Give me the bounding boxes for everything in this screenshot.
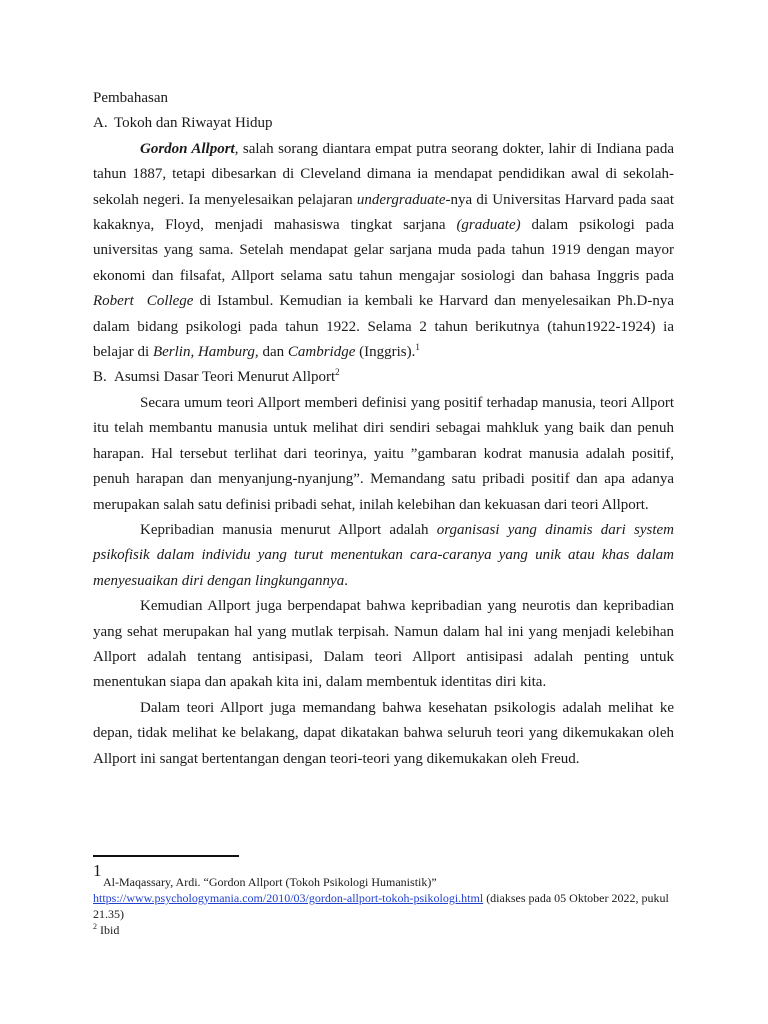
heading-a-title: Tokoh dan Riwayat Hidup	[114, 115, 273, 132]
footnote-ref-2[interactable]: 2	[335, 367, 340, 378]
text-run: (Inggris).	[355, 344, 416, 361]
heading-b-letter: B.	[93, 369, 107, 386]
heading-b-title: Asumsi Dasar Teori Menurut Allport	[114, 369, 336, 386]
document-body	[93, 86, 674, 772]
paragraph-anticipation: Kemudian Allport juga berpendapat bahwa kepribadian yang neurotis dan kepribadian yang sehat merupakan hal yang mutlak terpisah. Namun dalam hal ini yang menjadi kelebihan Allport adalah tentang antisipasi, Dalam teori Allport antisipasi adalah penting untuk menentukan siapa dan apakah kita ini, dalam membentuk identitas diri kita.	[93, 598, 674, 691]
text-run: , salah sorang diantara empat putra seorang dokter, lahir di Indiana pada tahun 1887, tetapi dibesarkan di Cleveland dimana ia mendapat pendidikan awal di sekolah-sekolah negeri. Ia menyelesaikan pelajaran	[93, 140, 674, 208]
footnote-ref-1[interactable]: 1	[415, 342, 420, 353]
footnote-1-source	[93, 890, 674, 922]
text-run: dalam psikologi pada universitas yang sama. Setelah mendapat gelar sarjana muda pada tahun 1919 dengan mayor ekonomi dan filsafat, Allport selama satu tahun mengajar sosiologi dan bahasa Inggris pada	[93, 217, 674, 284]
heading-b	[93, 365, 674, 390]
italic-run: Berlin, Hamburg,	[152, 344, 259, 361]
paragraph-personality-definition	[93, 518, 674, 594]
italic-run: (graduate)	[456, 217, 521, 234]
footnote-1-access: (diakses pada 05 Oktober 2022, pukul 21.35)	[93, 891, 669, 921]
footnote-2-number: 2	[93, 922, 97, 931]
heading-a-letter: A.	[93, 115, 108, 132]
italic-run: undergraduate	[356, 191, 446, 208]
text-run: Kepribadian manusia menurut Allport adalah	[140, 521, 437, 538]
paragraph-psychological-health: Dalam teori Allport juga memandang bahwa kesehatan psikologis adalah melihat ke depan, tidak melihat ke belakang, dapat dikatakan bahwa seluruh teori yang dikemukakan oleh Allport ini sangat bertentangan dengan teori-teori yang dikemukakan oleh Freud.	[93, 699, 674, 767]
person-name: Gordon Allport	[140, 140, 235, 157]
italic-run: Robert College	[93, 293, 194, 310]
italic-run: Cambridge	[287, 344, 356, 361]
heading-a	[93, 111, 674, 136]
footnote-separator	[93, 855, 239, 857]
footnote-1-author: Al-Maqassary, Ardi. “Gordon Allport (Tokoh Psikologi Humanistik)”	[103, 875, 437, 889]
section-title: Pembahasan	[93, 90, 168, 106]
text-run: -nya di Universitas Harvard pada saat kakaknya, Floyd, menjadi mahasiswa tingkat sarjana	[93, 191, 675, 234]
paragraph-positive-definition: Secara umum teori Allport memberi definisi yang positif terhadap manusia, teori Allport itu telah membantu manusia untuk melihat diri sendiri sebagai mahkluk yang baik dan penuh harapan. Hal tersebut terlihat dari teorinya, yaitu ”gambaran kodrat manusia adalah positif, penuh harapan dan menyanjung-nyanjung”. Memandang satu pribadi positif dan apa adanya merupakan salah satu definisi pribadi sehat, inilah kelebihan dan kekuasan dari teori Allport.	[93, 394, 674, 513]
footnotes	[93, 874, 674, 938]
footnote-2	[93, 922, 674, 938]
text-run: dan	[258, 344, 288, 361]
text-run: .	[344, 572, 348, 589]
italic-run: organisasi yang dinamis dari system psikofisik dalam individu yang turut menentukan cara-caranya yang unik atau khas dalam menyesuaikan diri dengan lingkungannya	[93, 521, 674, 589]
paragraph-biography	[93, 137, 674, 366]
footnote-2-text: Ibid	[97, 923, 120, 937]
footnote-1-link[interactable]: https://www.psychologymania.com/2010/03/gordon-allport-tokoh-psikologi.html	[93, 891, 484, 905]
text-run: di Istambul. Kemudian ia kembali ke Harvard dan menyelesaikan Ph.D-nya dalam bidang psikologi pada tahun 1922. Selama 2 tahun berikutnya (tahun1922-1924) ia belajar di	[93, 293, 674, 361]
footnote-number: 1	[93, 861, 102, 880]
